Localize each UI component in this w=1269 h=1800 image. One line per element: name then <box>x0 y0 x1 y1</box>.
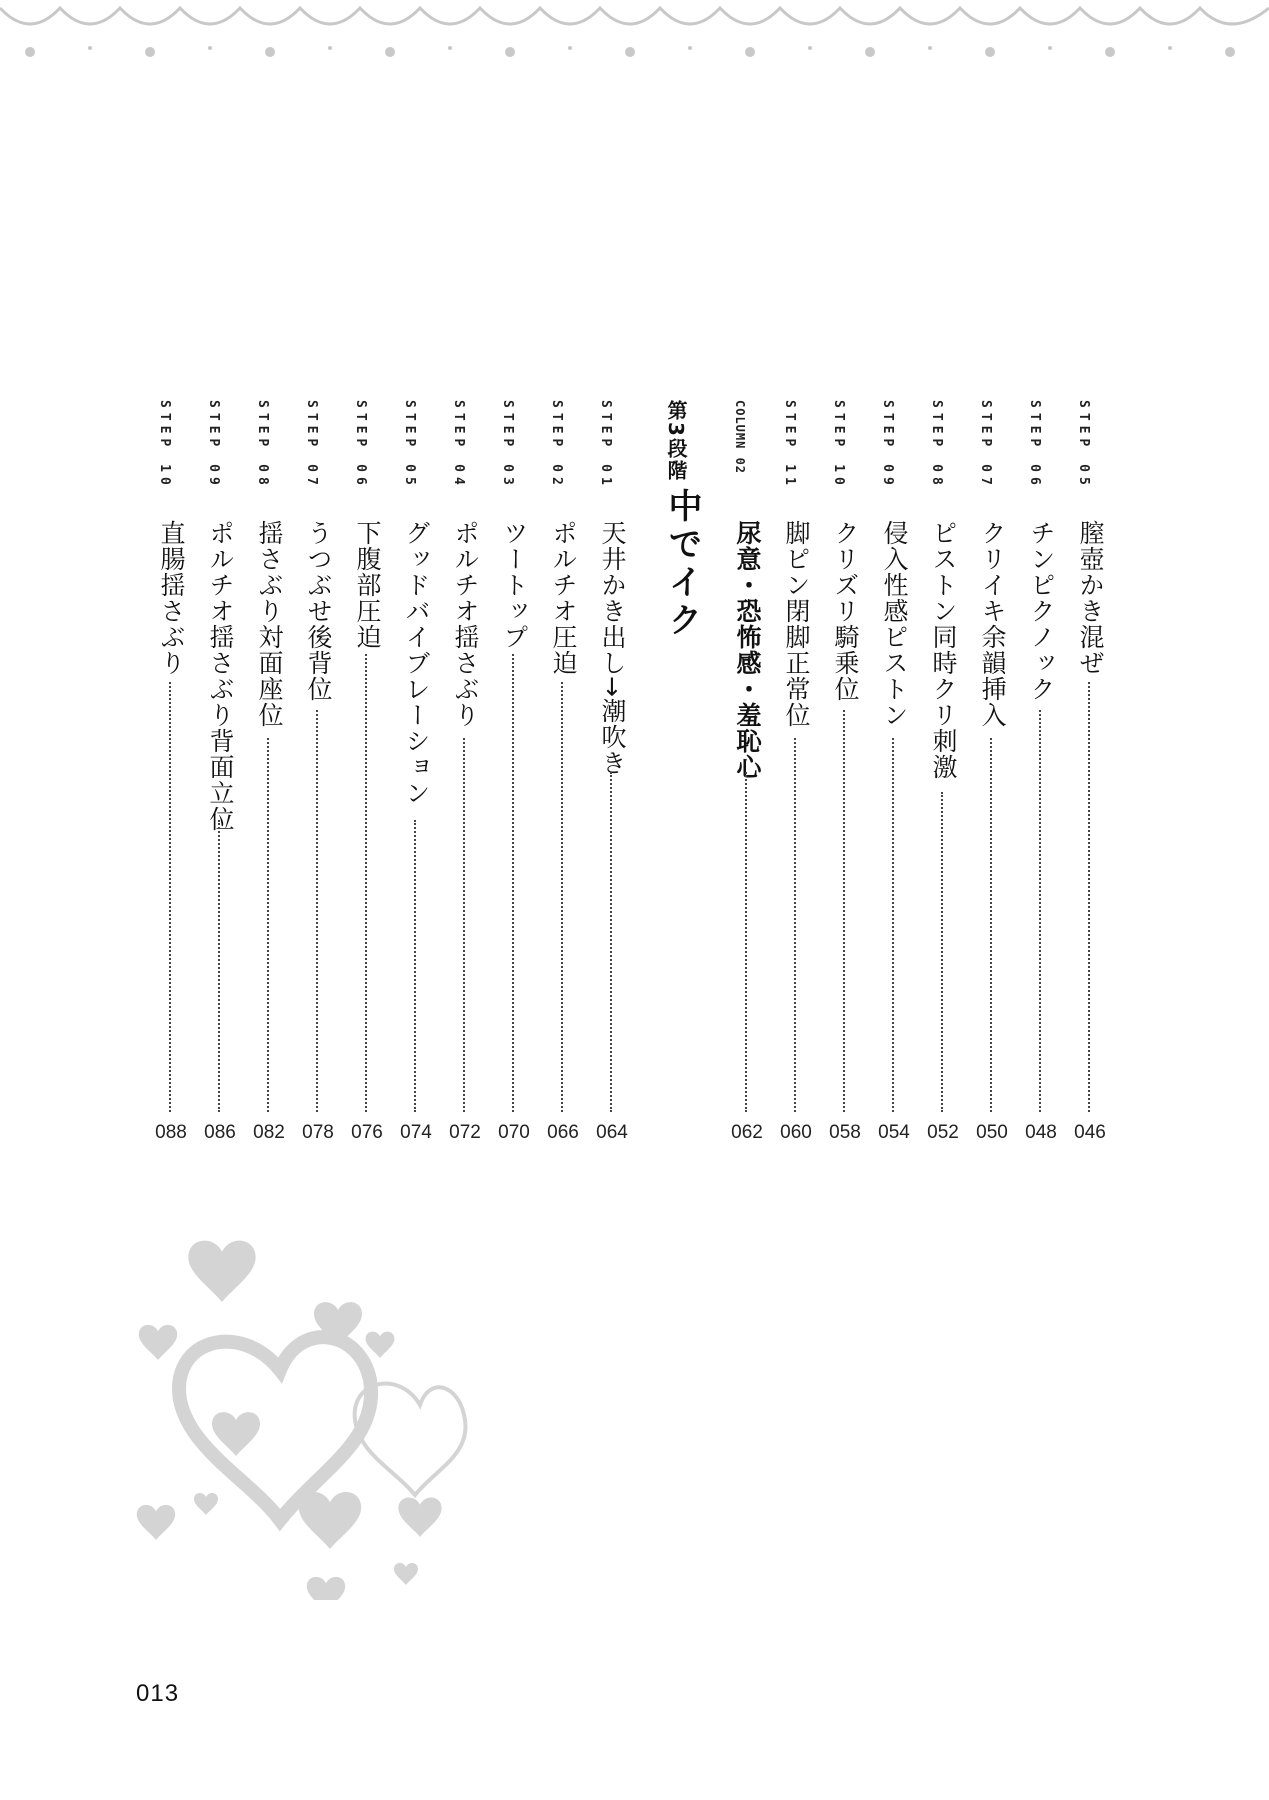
step-label: STEP 05 <box>1076 400 1091 490</box>
entry-title: ピストン同時クリ刺激 <box>929 520 958 780</box>
leader-dots <box>892 738 894 1112</box>
page-folio: 013 <box>136 1680 180 1707</box>
entry-title: チンピクノック <box>1027 520 1056 702</box>
step-label: STEP 09 <box>880 400 895 490</box>
page-number: 052 <box>927 1122 959 1143</box>
leader-dots <box>610 772 612 1112</box>
page-number: 054 <box>878 1122 910 1143</box>
page-number: 076 <box>351 1122 383 1143</box>
decorative-hearts <box>130 1220 510 1600</box>
entry-title: 天井かき出し→潮吹き <box>598 520 627 776</box>
decorative-top-border <box>0 0 1269 80</box>
section-title: 中でイク <box>662 488 702 640</box>
leader-dots <box>365 654 367 1112</box>
entry-title: うつぶせ後背位 <box>304 520 333 702</box>
leader-dots <box>843 710 845 1112</box>
page-number: 050 <box>976 1122 1008 1143</box>
page-number: 072 <box>449 1122 481 1143</box>
entry-title: グッドバイブレーション <box>402 520 431 806</box>
step-label: STEP 11 <box>782 400 797 490</box>
step-label: STEP 06 <box>1027 400 1042 490</box>
step-label: STEP 06 <box>353 400 368 490</box>
leader-dots <box>169 682 171 1112</box>
entry-title: 直腸揺さぶり <box>157 520 186 676</box>
step-label: STEP 05 <box>402 400 417 490</box>
leader-dots <box>267 738 269 1112</box>
page-number: 048 <box>1025 1122 1057 1143</box>
leader-dots <box>414 820 416 1112</box>
page-number: 082 <box>253 1122 285 1143</box>
step-label: STEP 07 <box>304 400 319 490</box>
step-label: STEP 09 <box>206 400 221 490</box>
leader-dots <box>218 820 220 1112</box>
leader-dots <box>794 738 796 1112</box>
column-label: COLUMN 02 <box>733 400 747 475</box>
step-label: STEP 07 <box>978 400 993 490</box>
leader-dots <box>463 738 465 1112</box>
leader-dots <box>316 710 318 1112</box>
leader-dots <box>990 738 992 1112</box>
step-label: STEP 01 <box>598 400 613 490</box>
page-number: 066 <box>547 1122 579 1143</box>
page-number: 046 <box>1074 1122 1106 1143</box>
leader-dots <box>745 772 747 1112</box>
step-label: STEP 10 <box>831 400 846 490</box>
page-number: 088 <box>155 1122 187 1143</box>
page-number: 074 <box>400 1122 432 1143</box>
entry-title: 揺さぶり対面座位 <box>255 520 284 728</box>
entry-title: ポルチオ圧迫 <box>549 520 578 676</box>
step-label: STEP 08 <box>929 400 944 490</box>
leader-dots <box>1088 682 1090 1112</box>
entry-title: 脚ピン閉脚正常位 <box>782 520 811 728</box>
entry-title: クリズリ騎乗位 <box>831 520 860 702</box>
leader-dots <box>1039 710 1041 1112</box>
leader-dots <box>561 682 563 1112</box>
step-label: STEP 10 <box>157 400 172 490</box>
page-number: 086 <box>204 1122 236 1143</box>
entry-title: ツートップ <box>500 520 529 650</box>
entry-title: 尿意・恐怖感・羞恥心 <box>733 520 762 780</box>
step-label: STEP 02 <box>549 400 564 490</box>
leader-dots <box>941 792 943 1112</box>
page-number: 062 <box>731 1122 763 1143</box>
step-label: STEP 03 <box>500 400 515 490</box>
page-number: 060 <box>780 1122 812 1143</box>
leader-dots <box>512 654 514 1112</box>
entry-title: 膣壺かき混ぜ <box>1076 520 1105 676</box>
section-number: 第3段階 <box>664 400 688 482</box>
page-number: 064 <box>596 1122 628 1143</box>
entry-title: ポルチオ揺さぶり背面立位 <box>206 520 235 832</box>
page-number: 058 <box>829 1122 861 1143</box>
entry-title: 下腹部圧迫 <box>353 520 382 650</box>
entry-title: クリイキ余韻挿入 <box>978 520 1007 728</box>
step-label: STEP 04 <box>451 400 466 490</box>
entry-title: 侵入性感ピストン <box>880 520 909 728</box>
page-number: 078 <box>302 1122 334 1143</box>
page-number: 070 <box>498 1122 530 1143</box>
step-label: STEP 08 <box>255 400 270 490</box>
entry-title: ポルチオ揺さぶり <box>451 520 480 728</box>
